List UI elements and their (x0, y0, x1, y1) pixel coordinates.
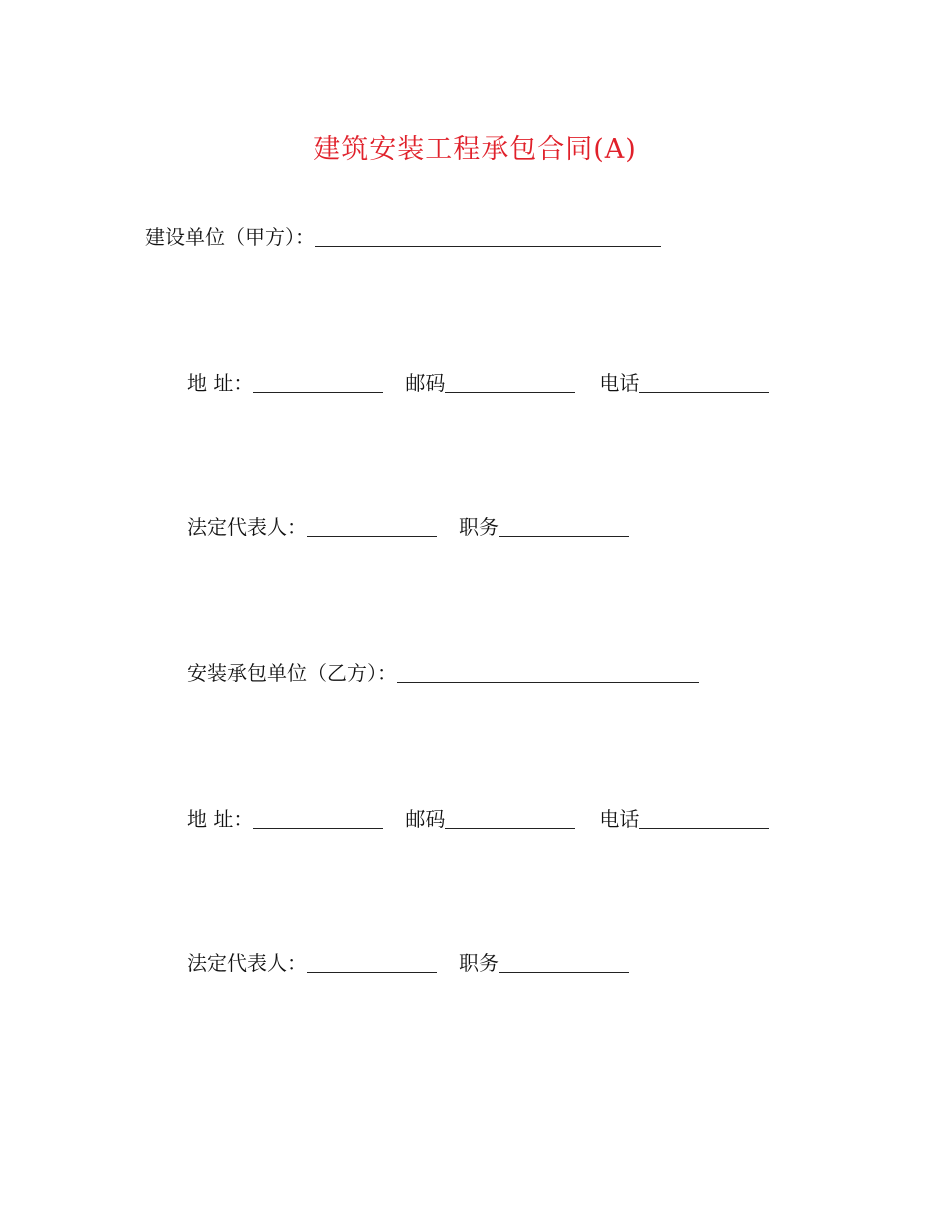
party-a-address-row (187, 364, 769, 396)
party-a-position-label: 职务 (459, 515, 499, 539)
party-b-position-label: 职务 (459, 951, 499, 975)
party-a-phone-label: 电话 (599, 371, 640, 395)
party-a-unit-blank[interactable] (315, 224, 661, 247)
party-b-legal-rep-blank[interactable] (307, 950, 437, 973)
party-a-legal-rep-blank[interactable] (307, 514, 437, 537)
party-b-unit-row (187, 654, 699, 686)
party-a-legal-rep-row (187, 508, 629, 540)
party-a-unit-label: 建设单位（甲方）： (145, 225, 315, 249)
party-a-postcode-blank[interactable] (445, 370, 575, 393)
party-b-address-label: 地 址： (187, 807, 254, 831)
party-b-unit-label: 安装承包单位（乙方）： (187, 661, 397, 685)
party-a-unit-row (145, 218, 661, 250)
party-b-legal-rep-row (187, 944, 629, 976)
party-b-address-row (187, 800, 769, 832)
party-a-position-blank[interactable] (499, 514, 629, 537)
party-a-address-label: 地 址： (187, 371, 254, 395)
party-b-legal-rep-label: 法定代表人： (187, 951, 307, 975)
document-title: 建筑安装工程承包合同(A) (313, 134, 637, 165)
party-b-postcode-blank[interactable] (445, 806, 575, 829)
party-b-position-blank[interactable] (499, 950, 629, 973)
party-b-phone-label: 电话 (599, 807, 640, 831)
party-a-postcode-label: 邮码 (405, 371, 446, 395)
party-b-unit-blank[interactable] (397, 660, 699, 683)
party-b-postcode-label: 邮码 (405, 807, 446, 831)
party-a-legal-rep-label: 法定代表人： (187, 515, 307, 539)
party-a-phone-blank[interactable] (639, 370, 769, 393)
party-a-address-blank[interactable] (253, 370, 383, 393)
party-b-address-blank[interactable] (253, 806, 383, 829)
party-b-phone-blank[interactable] (639, 806, 769, 829)
